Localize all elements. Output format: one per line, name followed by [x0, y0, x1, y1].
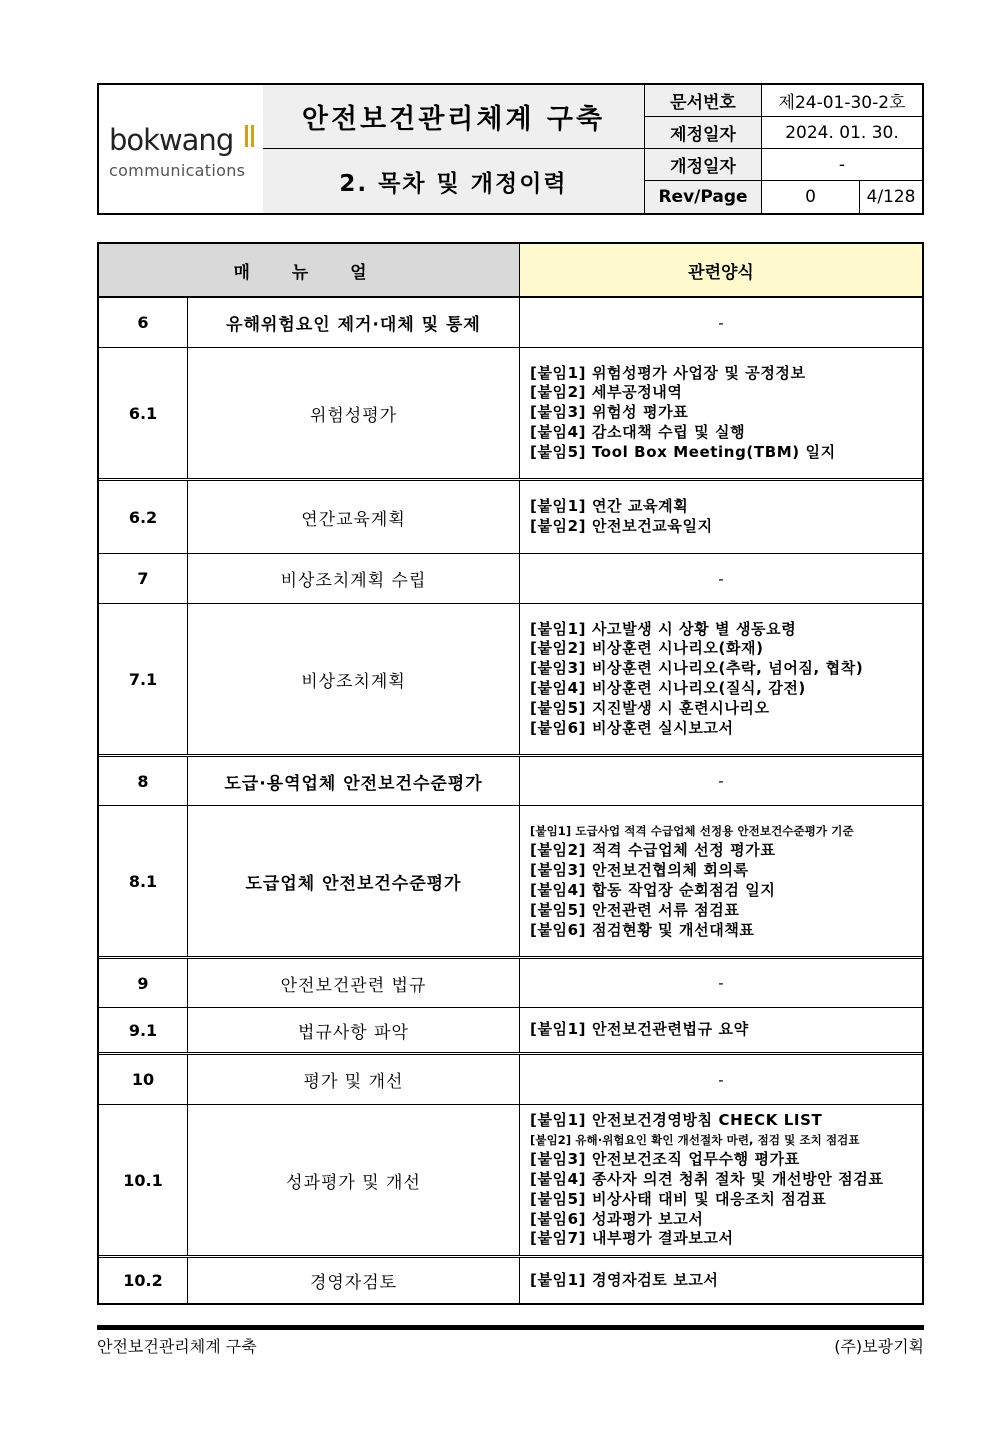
empty-forms-dash: -	[718, 313, 724, 332]
table-row	[99, 481, 922, 554]
section-title: 평가 및 개선	[188, 1055, 520, 1104]
form-item: [붙임4] 감소대책 수립 및 실행	[530, 422, 746, 441]
related-forms	[520, 959, 922, 1007]
section-number: 10.2	[99, 1258, 188, 1303]
section-number: 6	[99, 298, 188, 347]
form-item: [붙임5] 비상사태 대비 및 대응조치 점검표	[530, 1189, 827, 1208]
document-subtitle: 2. 목차 및 개정이력	[263, 149, 645, 213]
form-item: [붙임6] 점검현황 및 개선대책표	[530, 920, 755, 939]
column-header-manual: 매 뉴 얼	[99, 244, 520, 298]
form-item: [붙임1] 안전보건경영방침 CHECK LIST	[530, 1110, 823, 1129]
section-title: 안전보건관련 법규	[188, 959, 520, 1007]
related-forms	[520, 806, 922, 956]
form-item: [붙임5] 지진발생 시 훈련시나리오	[530, 698, 770, 717]
section-number: 7	[99, 554, 188, 603]
form-item: [붙임4] 비상훈련 시나리오(질식, 감전)	[530, 679, 806, 697]
table-row	[99, 1258, 922, 1303]
page-value: 4/128	[866, 187, 916, 207]
section-title: 위험성평가	[188, 348, 520, 478]
established-label: 제정일자	[645, 117, 762, 148]
footer-right: (주)보광기획	[834, 1337, 924, 1356]
form-item: [붙임2] 적격 수급업체 선정 평가표	[530, 841, 776, 860]
section-number: 8	[99, 757, 188, 805]
form-item: [붙임1] 연간 교육계획	[530, 497, 689, 516]
form-item: [붙임4] 합동 작업장 순회점검 일지	[530, 881, 776, 899]
related-forms	[520, 1055, 922, 1104]
section-number: 9	[99, 959, 188, 1007]
form-item: [붙임6] 비상훈련 실시보고서	[530, 718, 734, 737]
empty-forms-dash: -	[718, 974, 724, 992]
section-title: 유해위험요인 제거·대체 및 통제	[188, 298, 520, 347]
section-number: 7.1	[99, 604, 188, 754]
form-item: [붙임1] 안전보건관련법규 요약	[530, 1020, 749, 1039]
related-forms	[520, 481, 922, 553]
table-row	[99, 1105, 922, 1258]
form-item: [붙임3] 비상훈련 시나리오(추락, 넘어짐, 협착)	[530, 659, 864, 678]
document-meta	[645, 85, 922, 213]
section-title: 비상조치계획	[188, 604, 520, 754]
table-row	[99, 1008, 922, 1055]
section-title: 비상조치계획 수립	[188, 554, 520, 603]
table-row	[99, 1055, 922, 1105]
form-item: [붙임4] 종사자 의견 청취 절차 및 개선방안 점검표	[530, 1170, 884, 1189]
section-number: 9.1	[99, 1008, 188, 1052]
form-item: [붙임1] 사고발생 시 상황 별 생동요령	[530, 619, 797, 638]
revised-value: -	[838, 154, 846, 175]
form-item: [붙임1] 도급사업 적격 수급업체 선정용 안전보건수준평가 기준	[530, 823, 854, 838]
toc-table	[97, 242, 924, 1305]
form-item: [붙임1] 위험성평가 사업장 및 공정정보	[530, 363, 806, 382]
related-forms	[520, 1008, 922, 1052]
table-row	[99, 604, 922, 757]
section-title: 법규사항 파악	[188, 1008, 520, 1052]
table-row	[99, 554, 922, 604]
section-title: 성과평가 및 개선	[188, 1105, 520, 1255]
related-forms	[520, 1105, 922, 1255]
table-row	[99, 348, 922, 481]
form-item: [붙임2] 세부공정내역	[530, 383, 683, 402]
form-item: [붙임1] 경영자검토 보고서	[530, 1270, 719, 1289]
related-forms	[520, 298, 922, 347]
table-row	[99, 806, 922, 959]
section-title: 연간교육계획	[188, 481, 520, 553]
doc-no-label: 문서번호	[645, 85, 762, 116]
empty-forms-dash: -	[718, 772, 724, 790]
related-forms	[520, 348, 922, 478]
established-value: 2024. 01. 30.	[785, 122, 899, 143]
section-number: 10.1	[99, 1105, 188, 1255]
form-item: [붙임7] 내부평가 결과보고서	[530, 1229, 734, 1248]
table-row	[99, 959, 922, 1008]
related-forms	[520, 757, 922, 805]
document-header	[97, 83, 924, 215]
section-title: 도급업체 안전보건수준평가	[188, 806, 520, 956]
section-number: 6.2	[99, 481, 188, 553]
form-item: [붙임6] 성과평가 보고서	[530, 1209, 704, 1228]
logo-wordmark: bokwang	[109, 123, 234, 157]
section-number: 8.1	[99, 806, 188, 956]
footer-left: 안전보건관리체계 구축	[97, 1337, 257, 1356]
form-item: [붙임3] 안전보건조직 업무수행 평가표	[530, 1150, 800, 1169]
empty-forms-dash: -	[718, 1070, 724, 1089]
section-number: 10	[99, 1055, 188, 1104]
form-item: [붙임5] Tool Box Meeting(TBM) 일지	[530, 442, 836, 461]
logo-subtext: communications	[109, 161, 246, 180]
column-header-forms: 관련양식	[520, 244, 922, 298]
form-item: [붙임5] 안전관련 서류 점검표	[530, 900, 740, 919]
related-forms	[520, 1258, 922, 1303]
revpage-label: Rev/Page	[645, 181, 762, 213]
table-row	[99, 757, 922, 806]
section-title: 경영자검토	[188, 1258, 520, 1303]
rev-value: 0	[762, 181, 860, 213]
logo-bars-icon	[245, 125, 255, 147]
footer-rule	[97, 1325, 924, 1330]
table-row	[99, 298, 922, 348]
form-item: [붙임3] 위험성 평가표	[530, 403, 689, 422]
form-item: [붙임2] 비상훈련 시나리오(화재)	[530, 639, 764, 658]
revised-label: 개정일자	[645, 149, 762, 180]
related-forms	[520, 604, 922, 754]
document-title: 안전보건관리체계 구축	[263, 85, 645, 149]
form-item: [붙임3] 안전보건협의체 회의록	[530, 861, 749, 880]
form-item: [붙임2] 안전보건교육일지	[530, 517, 713, 535]
related-forms	[520, 554, 922, 603]
empty-forms-dash: -	[718, 569, 724, 588]
doc-no-value: 제24-01-30-2호	[778, 93, 906, 113]
section-number: 6.1	[99, 348, 188, 478]
logo	[99, 85, 264, 213]
form-item: [붙임2] 유해·위험요인 확인 개선절차 마련, 점검 및 조치 점검표	[530, 1132, 860, 1147]
section-title: 도급·용역업체 안전보건수준평가	[188, 757, 520, 805]
